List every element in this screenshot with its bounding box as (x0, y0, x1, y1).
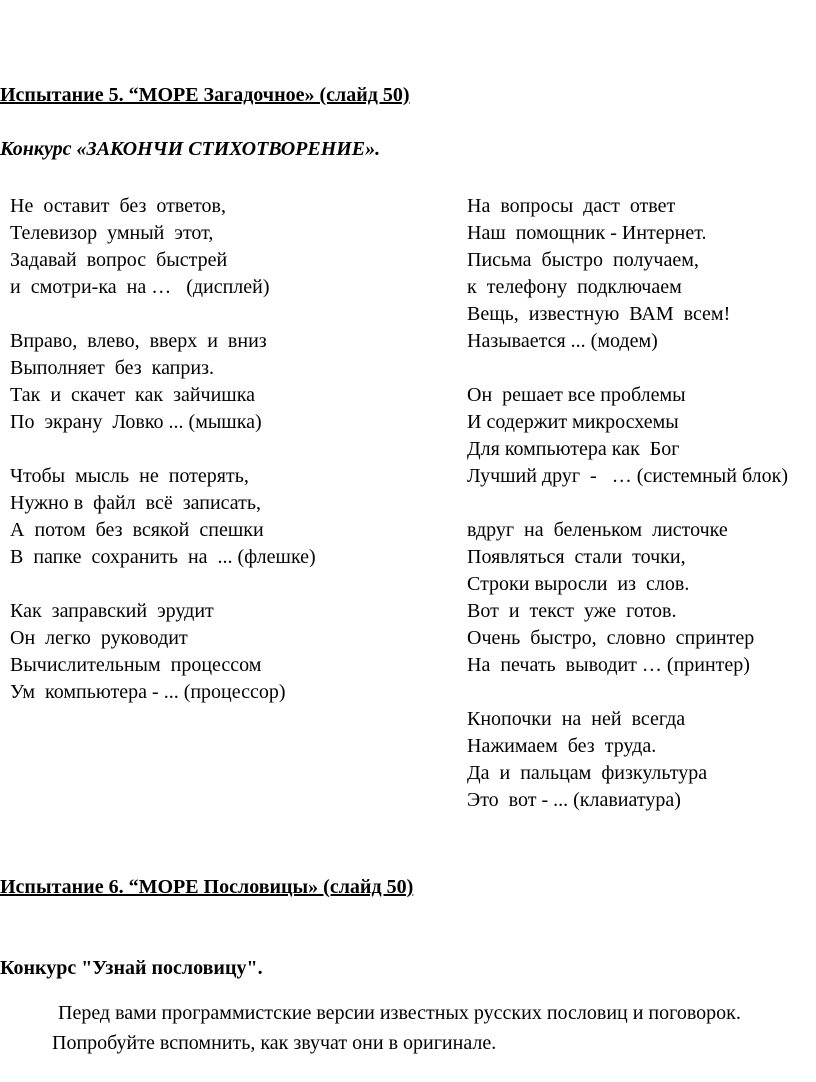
section6-contest-title: Конкурс "Узнай пословицу". (0, 957, 263, 979)
poem-line: Ум компьютера - ... (процессор) (10, 681, 286, 703)
poem-line: Вправо, влево, вверх и вниз (10, 330, 267, 352)
poem-line: Нужно в файл всё записать, (10, 492, 262, 514)
poem-line: Нажимаем без труда. (467, 735, 657, 757)
poem-line: Это вот - ... (клавиатура) (467, 789, 681, 811)
poem-line: Он легко руководит (10, 627, 188, 649)
poem-line (467, 355, 816, 382)
poem-line: Телевизор умный этот, (10, 222, 214, 244)
poem-line: к телефону подключаем (467, 276, 682, 298)
poem-line: В папке сохранить на ... (флешке) (10, 546, 316, 568)
section5-contest-title: Конкурс «ЗАКОНЧИ СТИХОТВОРЕНИЕ». (0, 138, 381, 160)
poem-line (10, 301, 316, 328)
poem-line: Так и скачет как зайчишка (10, 384, 255, 406)
poem-line: На вопросы даст ответ (467, 195, 676, 217)
poem-line (10, 436, 316, 463)
poem-line: Называется ... (модем) (467, 330, 658, 352)
poem-line: Как заправский эрудит (10, 600, 214, 622)
poem-left-column (10, 193, 316, 706)
poem-line: Вот и текст уже готов. (467, 600, 677, 622)
poem-line: По экрану Ловко ... (мышка) (10, 411, 262, 433)
poem-line: Он решает все проблемы (467, 384, 686, 406)
section6-intro-paragraph: Перед вами программистские версии известных русских пословиц и поговорок. Попробуйте вспомнить, как звучат они в оригинале. (52, 1002, 741, 1054)
poem-line: Задавай вопрос быстрей (10, 249, 228, 271)
poem-line: И содержит микросхемы (467, 411, 679, 433)
poem-line: Да и пальцам физкультура (467, 762, 708, 784)
poem-line: Вычислительным процессом (10, 654, 262, 676)
poem-line (10, 571, 316, 598)
poem-line: Появляться стали точки, (467, 546, 686, 568)
poem-line: Чтобы мысль не потерять, (10, 465, 249, 487)
poem-line: Выполняет без каприз. (10, 357, 214, 379)
poem-line: Кнопочки на ней всегда (467, 708, 686, 730)
poem-line: Письма быстро получаем, (467, 249, 699, 271)
poem-line: Не оставит без ответов, (10, 195, 226, 217)
poem-line: вдруг на беленьком листочке (467, 519, 728, 541)
poem-right-column (467, 193, 816, 814)
poem-line: Очень быстро, словно спринтер (467, 627, 755, 649)
poem-line: Лучший друг - … (системный блок) (467, 465, 788, 487)
poem-line (467, 679, 816, 706)
poem-line: На печать выводит … (принтер) (467, 654, 750, 676)
section5-title: Испытание 5. “МОРЕ Загадочное» (слайд 50) (0, 84, 410, 106)
section6-title: Испытание 6. “МОРЕ Пословицы» (слайд 50) (0, 876, 414, 898)
poem-line: Наш помощник - Интернет. (467, 222, 707, 244)
poem-line: Вещь, известную ВАМ всем! (467, 303, 731, 325)
poem-line: Для компьютера как Бог (467, 438, 680, 460)
poem-line: Строки выросли из слов. (467, 573, 690, 595)
poem-line: и смотри-ка на … (дисплей) (10, 276, 270, 298)
poem-line (467, 490, 816, 517)
poem-line: А потом без всякой спешки (10, 519, 264, 541)
